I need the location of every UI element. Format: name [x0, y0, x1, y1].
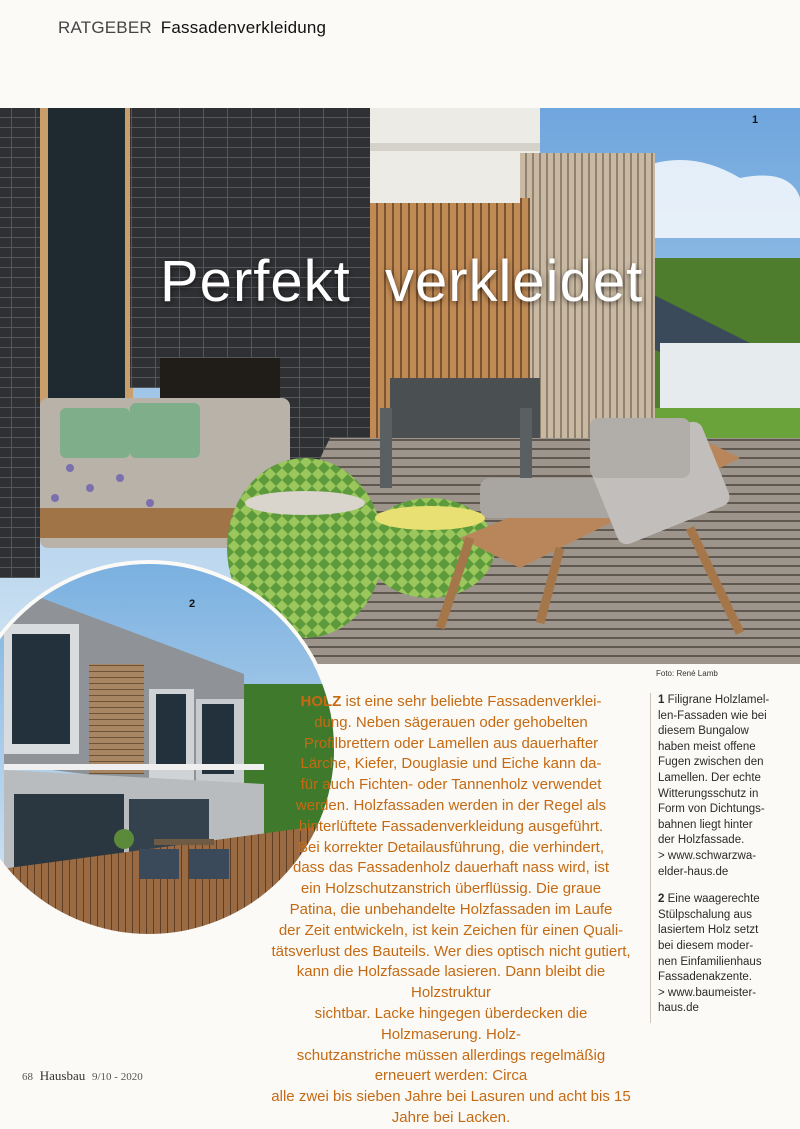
page-footer — [22, 1068, 143, 1084]
page-header — [58, 18, 326, 38]
caption-link[interactable]: elder-haus.de — [658, 865, 729, 878]
body-line: HOLZ ist eine sehr beliebte Fassadenverklei- — [300, 693, 602, 710]
caption-line: Stülpschalung aus — [658, 908, 752, 921]
body-line: schutzanstriche müssen allerdings regelmäßig erneuert werden: Circa — [296, 1046, 606, 1085]
body-line: dung. Neben sägerauen oder gehobelten — [314, 713, 588, 731]
caption-2: 2 Eine waagerechte Stülpschalung aus lasiertem Holz setzt bei diesem moder- nen Einfamilienhaus Fassadenakzente. > www.baumeister- haus.de — [658, 892, 798, 1017]
body-line: dass das Fassadenholz dauerhaft nass wird, ist — [292, 859, 609, 877]
caption-line: haben meist offene — [658, 740, 756, 753]
caption-number: 1 — [658, 694, 665, 706]
body-line: der Zeit entwickeln, ist kein Zeichen für einen Quali- — [278, 921, 624, 939]
body-line: Lärche, Kiefer, Douglasie und Eiche kann da- — [300, 755, 602, 773]
body-line: sichtbar. Lacke hingegen überdecken die Holzmaserung. Holz- — [314, 1004, 588, 1043]
caption-line: bei diesem moder- — [658, 939, 754, 952]
caption-line: Fugen zwischen den — [658, 756, 764, 769]
caption-line: nen Einfamilienhaus — [658, 955, 762, 968]
body-text — [270, 692, 632, 1129]
body-line: kann die Holzfassade lasieren. Dann bleibt die Holzstruktur — [296, 963, 606, 1002]
photo-credit: Foto: René Lamb — [656, 669, 718, 678]
caption-line: Fassadenakzente. — [658, 971, 752, 984]
issue-date: 9/10 - 2020 — [92, 1071, 143, 1083]
caption-line: bahnen liegt hinter — [658, 818, 753, 831]
caption-link[interactable]: > www.schwarzwa- — [658, 849, 757, 862]
caption-link[interactable]: haus.de — [658, 1002, 699, 1015]
body-line: alle zwei bis sieben Jahre bei Lasuren und acht bis 15 Jahre bei Lacken. — [271, 1088, 631, 1126]
body-line: Patina, die unbehandelte Holzfassaden im Laufe — [289, 900, 613, 918]
caption-divider — [650, 693, 651, 1023]
caption-number: 2 — [658, 893, 665, 906]
body-line: Profilbrettern oder Lamellen aus dauerhafter — [303, 734, 599, 752]
caption-line: diesem Bungalow — [658, 725, 749, 738]
caption-line: Lamellen. Der echte — [658, 771, 761, 784]
magazine-name: Hausbau — [39, 1068, 86, 1083]
body-lead-word: HOLZ — [300, 693, 342, 710]
section-topic: Fassadenverkleidung — [160, 18, 327, 37]
body-line: für auch Fichten- oder Tannenholz verwendet — [300, 776, 602, 794]
caption-1: 1 Filigrane Holzlamel- len-Fassaden wie bei diesem Bungalow haben meist offene Fugen zwischen den Lamellen. Der echte Witterungsschutz in Form von Dichtungs- bahnen liegt hinter der Holzfassade. > www.schwarzwa- elder-haus.de — [658, 693, 798, 880]
body-line: tätsverlust des Bauteils. Wer dies optisch nicht gutiert, — [271, 942, 631, 960]
caption-line: lasiertem Holz setzt — [658, 924, 759, 937]
section-category: RATGEBER — [58, 18, 152, 37]
caption-line: Witterungsschutz in — [658, 787, 759, 800]
caption-line: len-Fassaden wie bei — [658, 709, 767, 722]
body-line: Bei korrekter Detailausführung, die verhindert, — [298, 838, 604, 856]
caption-line: der Holzfassade. — [658, 834, 745, 847]
caption-link[interactable]: > www.baumeister- — [658, 986, 757, 999]
photo-number-2: 2 — [189, 598, 196, 610]
article-title: Perfekt verkleidet — [160, 249, 644, 314]
photo-number-1: 1 — [752, 114, 759, 126]
page-number: 68 — [22, 1071, 33, 1083]
captions — [658, 693, 798, 1029]
body-line: werden. Holzfassaden werden in der Regel als — [295, 796, 607, 814]
body-line: ein Holzschutzanstrich überflüssig. Die graue — [300, 880, 602, 898]
caption-line: Form von Dichtungs- — [658, 803, 765, 816]
body-line: hinterlüftete Fassadenverkleidung ausgeführt. — [298, 817, 604, 835]
